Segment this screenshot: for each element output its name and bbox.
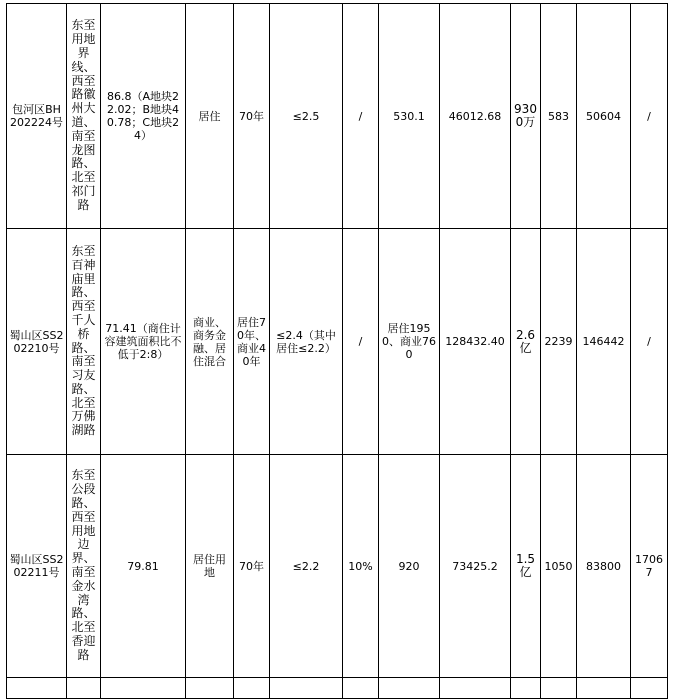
empty-cell	[7, 678, 67, 699]
plot-id: 蜀山区SS202211号	[7, 455, 67, 678]
table-row	[7, 4, 668, 229]
land-auction-table	[6, 3, 668, 699]
empty-cell	[234, 678, 270, 699]
empty-cell	[379, 678, 440, 699]
empty-cell	[511, 678, 541, 699]
unit-price: 530.1	[379, 4, 440, 229]
table-row	[7, 678, 668, 699]
value-cell: 1050	[541, 455, 577, 678]
plot-boundary: 东至公段路、西至用地边界、南至金水湾路、北至香迎路	[67, 455, 101, 678]
plot-ratio: ≤2.2	[270, 455, 343, 678]
use-term: 70年	[234, 4, 270, 229]
plot-id: 蜀山区SS202210号	[7, 229, 67, 455]
plot-ratio: ≤2.5	[270, 4, 343, 229]
empty-cell	[541, 678, 577, 699]
total-price: 46012.68	[440, 4, 511, 229]
value-cell: 146442	[577, 229, 631, 455]
empty-cell	[631, 678, 668, 699]
empty-cell	[101, 678, 186, 699]
land-use: 居住	[186, 4, 234, 229]
rate-cell: /	[343, 229, 379, 455]
empty-cell	[67, 678, 101, 699]
empty-cell	[186, 678, 234, 699]
land-use: 居住用地	[186, 455, 234, 678]
unit-price: 920	[379, 455, 440, 678]
use-term: 居住70年、商业40年	[234, 229, 270, 455]
value-cell: 50604	[577, 4, 631, 229]
rate-cell: 10%	[343, 455, 379, 678]
table-row	[7, 229, 668, 455]
empty-cell	[343, 678, 379, 699]
deposit: 1.5亿	[511, 455, 541, 678]
rate-cell: /	[343, 4, 379, 229]
land-use: 商业、商务金融、居住混合	[186, 229, 234, 455]
plot-area: 79.81	[101, 455, 186, 678]
table-row	[7, 455, 668, 678]
value-cell: /	[631, 4, 668, 229]
deposit: 2.6亿	[511, 229, 541, 455]
unit-price: 居住1950、商业760	[379, 229, 440, 455]
plot-area: 86.8（A地块22.02；B地块40.78；C地块24）	[101, 4, 186, 229]
value-cell: 583	[541, 4, 577, 229]
empty-cell	[440, 678, 511, 699]
plot-ratio: ≤2.4（其中居住≤2.2）	[270, 229, 343, 455]
value-cell: 2239	[541, 229, 577, 455]
deposit: 9300万	[511, 4, 541, 229]
plot-id: 包河区BH202224号	[7, 4, 67, 229]
empty-cell	[577, 678, 631, 699]
value-cell: 17067	[631, 455, 668, 678]
value-cell: /	[631, 229, 668, 455]
value-cell: 83800	[577, 455, 631, 678]
empty-cell	[270, 678, 343, 699]
total-price: 73425.2	[440, 455, 511, 678]
use-term: 70年	[234, 455, 270, 678]
total-price: 128432.40	[440, 229, 511, 455]
plot-boundary: 东至用地界线、西至路徽州大道、南至龙图路、北至祁门路	[67, 4, 101, 229]
plot-boundary: 东至百神庙里路、西至千人桥路、南至习友路、北至万佛湖路	[67, 229, 101, 455]
plot-area: 71.41（商住计容建筑面积比不低于2:8）	[101, 229, 186, 455]
